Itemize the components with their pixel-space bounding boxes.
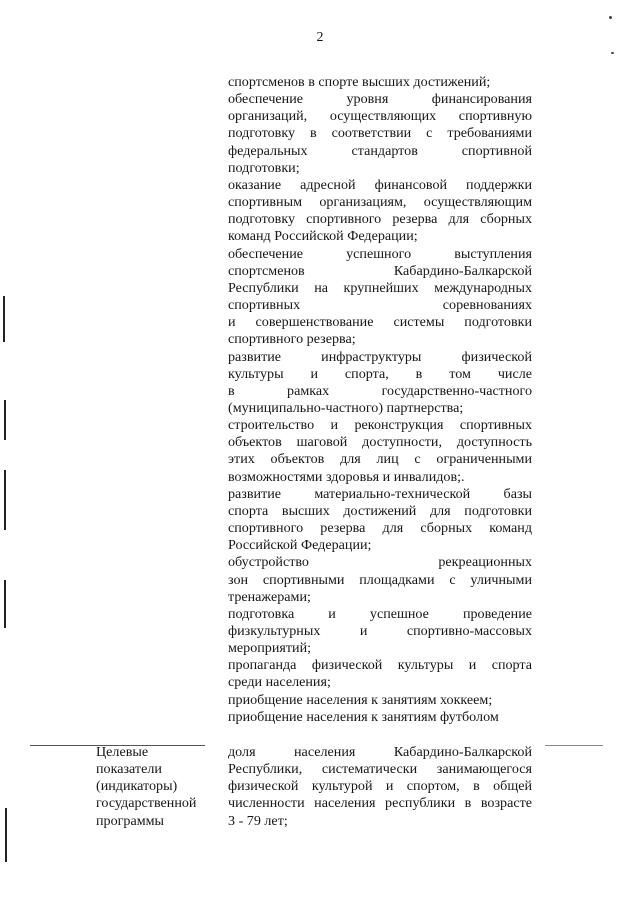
text-line: спортсменов Кабардино-Балкарской <box>228 262 532 279</box>
text-line: 3 - 79 лет; <box>228 812 288 829</box>
text-line: спортсменов в спорте высших достижений; <box>228 74 491 90</box>
text-line: (муниципально-частного) партнерства; <box>228 399 464 416</box>
text-line: пропаганда физической культуры и спорта <box>228 657 532 674</box>
scan-edge-mark <box>3 296 5 342</box>
label-line: показатели <box>96 761 162 778</box>
target-indicators-label <box>96 744 221 830</box>
text-line: Республики на крупнейших международных <box>228 279 532 296</box>
text-line: доля населения Кабардино-Балкарской <box>228 744 532 760</box>
scan-edge-mark <box>4 580 6 628</box>
text-line: спортивным организациям, осуществляющим <box>228 194 532 211</box>
text-line: мероприятий; <box>228 640 312 657</box>
text-line: спорта высших достижений для подготовки <box>228 502 532 519</box>
text-line: этих объектов для лиц с ограниченными <box>228 451 532 468</box>
text-line: подготовки; <box>228 159 300 176</box>
label-line: программы <box>96 812 165 829</box>
scan-speck <box>611 52 614 54</box>
scan-edge-mark <box>5 808 7 862</box>
text-line: спортивного резерва для сборных команд <box>228 520 532 537</box>
text-line: приобщение населения к занятиям футболом <box>228 708 499 725</box>
table-row-divider-right <box>545 745 603 746</box>
text-line: подготовка и успешное проведение <box>228 605 532 622</box>
text-line: численности населения республики в возрасте <box>228 795 532 812</box>
text-line: и совершенствование системы подготовки <box>228 314 532 331</box>
text-line: культуры и спорта, в том числе <box>228 365 532 382</box>
text-line: физической культурой и спортом, в общей <box>228 778 532 795</box>
text-line: обеспечение успешного выступления <box>228 245 532 262</box>
text-line: подготовку спортивного резерва для сборных <box>228 211 532 228</box>
text-line: развитие материально-технической базы <box>228 485 532 502</box>
text-line: обеспечение уровня финансирования <box>228 91 532 108</box>
text-line: Российской Федерации; <box>228 537 372 554</box>
text-line: Республики, систематически занимающегося <box>228 761 532 778</box>
text-line: объектов шаговой доступности, доступность <box>228 434 532 451</box>
text-line: спортивного резерва; <box>228 331 356 348</box>
text-line: в рамках государственно-частного <box>228 382 532 399</box>
text-line: развитие инфраструктуры физической <box>228 348 532 365</box>
scan-speck <box>609 16 612 19</box>
text-line: подготовку в соответствии с требованиями <box>228 125 532 142</box>
label-line: (индикаторы) <box>96 778 178 795</box>
text-line: возможностями здоровья и инвалидов;. <box>228 468 465 485</box>
text-line: обустройство рекреационных <box>228 554 532 571</box>
text-line: федеральных стандартов спортивной <box>228 142 532 159</box>
label-line: государственной <box>96 795 197 812</box>
scan-edge-mark <box>4 400 6 440</box>
text-line: среди населения; <box>228 674 331 691</box>
target-indicators-text <box>228 744 532 830</box>
scan-edge-mark <box>4 470 6 530</box>
text-line: тренажерами; <box>228 588 311 605</box>
text-line: спортивных соревнованиях <box>228 297 532 314</box>
text-line: приобщение населения к занятиям хоккеем; <box>228 691 493 708</box>
text-line: строительство и реконструкция спортивных <box>228 417 532 434</box>
text-line: организаций, осуществляющих спортивную <box>228 108 532 125</box>
label-line: Целевые <box>96 744 149 760</box>
state-program-tasks-text <box>228 74 532 726</box>
text-line: физкультурных и спортивно-массовых <box>228 623 532 639</box>
text-line: зон спортивными площадками с уличными <box>228 571 532 588</box>
text-line: оказание адресной финансовой поддержки <box>228 176 532 193</box>
text-line: команд Российской Федерации; <box>228 228 418 245</box>
page-number: 2 <box>316 30 324 45</box>
